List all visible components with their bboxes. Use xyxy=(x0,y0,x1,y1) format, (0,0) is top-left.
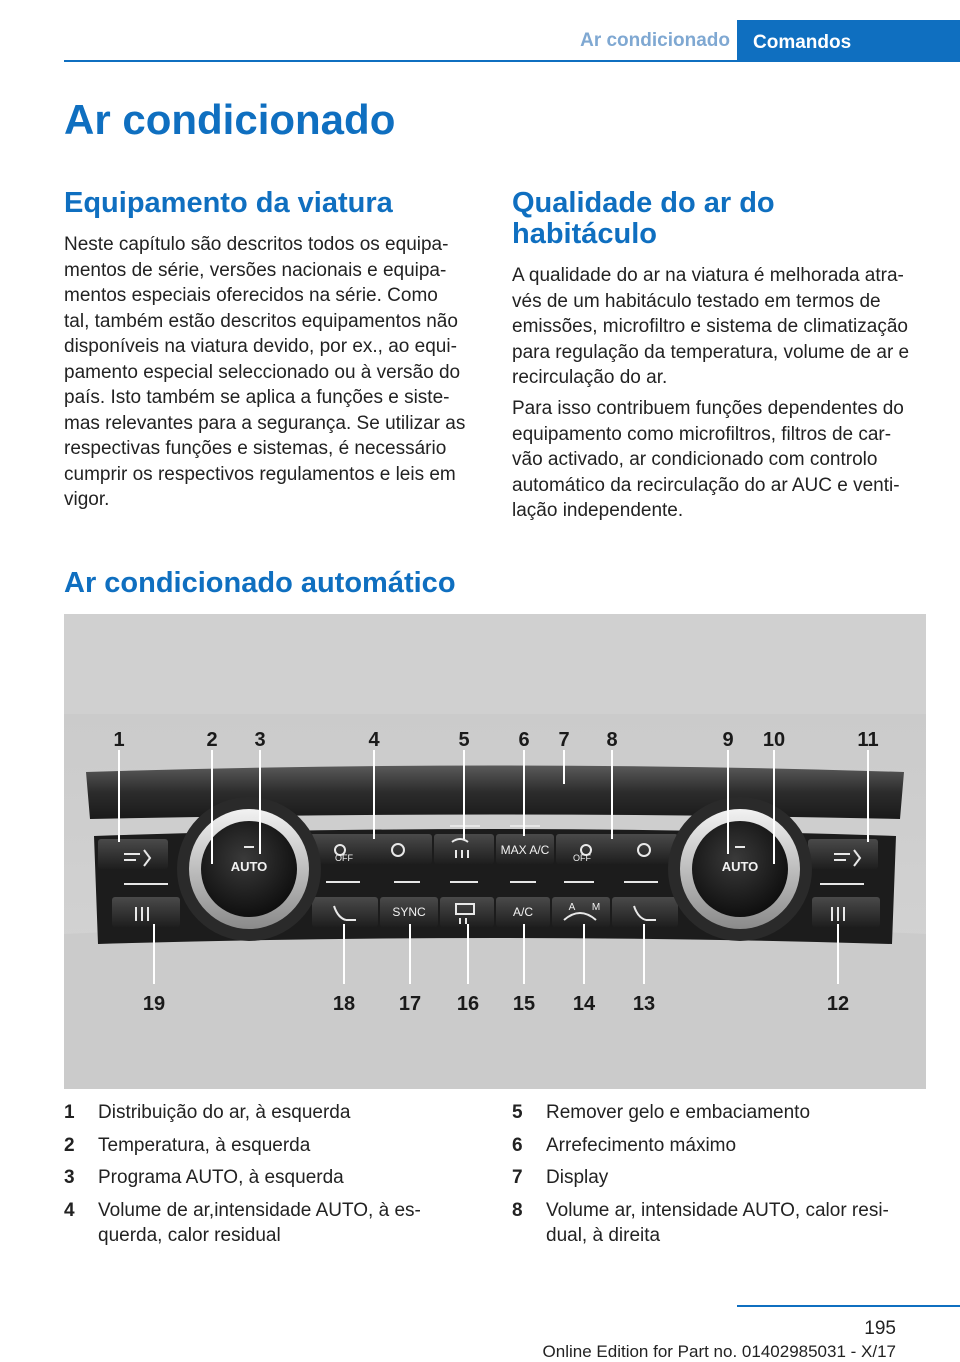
button-label: AUTO xyxy=(721,859,759,874)
footer-edition: Online Edition for Part no. 01402985031 - X/17 xyxy=(542,1342,896,1361)
heading-line: habitáculo xyxy=(512,218,658,250)
legend-text xyxy=(98,1133,310,1159)
header-rule xyxy=(64,60,960,62)
text-line: Programa AUTO, à esquerda xyxy=(98,1167,344,1188)
legend-item xyxy=(512,1100,932,1126)
legend-text xyxy=(546,1133,736,1159)
climate-panel-figure xyxy=(64,614,926,1089)
callout-16: 16 xyxy=(456,993,480,1015)
text-line: Distribuição do ar, à esquerda xyxy=(98,1102,351,1123)
callout-5: 5 xyxy=(458,729,470,751)
page-number: 195 xyxy=(864,1318,896,1339)
legend-number: 4 xyxy=(64,1199,75,1221)
button-label: A/C xyxy=(512,905,534,919)
text-line: Temperatura, à esquerda xyxy=(98,1134,311,1156)
legend-item xyxy=(64,1100,484,1126)
footer-rule xyxy=(737,1305,960,1307)
text-line: cumprir os respectivos regulamentos e leis em xyxy=(64,463,456,485)
button-label: M xyxy=(591,902,601,913)
text-line: Arrefecimento máximo xyxy=(546,1134,737,1156)
button-label: OFF xyxy=(573,853,591,863)
legend-text xyxy=(546,1165,608,1191)
text-line: mas relevantes para a segurança. Se utilizar as xyxy=(64,412,466,434)
text-line: automático da recirculação do ar AUC e venti‐ xyxy=(512,474,900,496)
legend-text xyxy=(98,1198,421,1249)
callout-10: 10 xyxy=(762,729,786,751)
text-line: querda, calor residual xyxy=(98,1225,281,1246)
callout-15: 15 xyxy=(512,993,536,1015)
page-title: Ar condicionado xyxy=(64,96,396,143)
text-line: país. Isto também se aplica a funções e siste‐ xyxy=(64,387,450,408)
callout-3: 3 xyxy=(254,729,266,751)
legend-text xyxy=(546,1100,810,1126)
legend-item xyxy=(64,1133,484,1159)
legend-number: 5 xyxy=(512,1102,523,1123)
paragraph-equipamento xyxy=(64,232,484,513)
text-line: emissões, microfiltro e sistema de climatização xyxy=(512,316,908,337)
callout-13: 13 xyxy=(632,993,656,1015)
legend-item xyxy=(64,1165,484,1191)
callout-6: 6 xyxy=(518,729,530,751)
legend-number: 2 xyxy=(64,1134,75,1156)
paragraph-qualidade-1 xyxy=(512,263,942,391)
text-line: A qualidade do ar na viatura é melhorada atra‐ xyxy=(512,265,904,286)
text-line: vigor. xyxy=(64,489,110,510)
legend-number: 3 xyxy=(64,1167,75,1188)
header-section-label: Ar condicionado xyxy=(580,30,730,51)
legend-item xyxy=(512,1198,932,1249)
text-line: vão activado, ar condicionado com controlo xyxy=(512,449,878,470)
button-label: OFF xyxy=(335,853,353,863)
legend-text xyxy=(98,1100,350,1126)
button-label: AUTO xyxy=(230,859,268,874)
button-label: SYNC xyxy=(392,905,426,919)
text-line: lação independente. xyxy=(512,500,684,521)
legend-left xyxy=(64,1100,484,1256)
legend-text xyxy=(546,1198,889,1249)
text-line: pamento especial seleccionado ou à versão do xyxy=(64,361,461,383)
heading-qualidade xyxy=(512,188,775,250)
text-line: Volume ar, intensidade AUTO, calor resi‐ xyxy=(546,1199,889,1221)
button-label: A xyxy=(568,902,576,913)
legend-right xyxy=(512,1100,932,1256)
callout-4: 4 xyxy=(368,729,380,751)
text-line: Neste capítulo são descritos todos os equipa‐ xyxy=(64,234,449,255)
text-line: vés de um habitáculo testado em termos de xyxy=(512,290,881,312)
callout-14: 14 xyxy=(572,993,596,1015)
text-line: mentos de série, versões nacionais e equipa‐ xyxy=(64,259,447,281)
paragraph-qualidade-2 xyxy=(512,396,942,524)
text-line: Display xyxy=(546,1167,609,1188)
text-line: tal, também estão descritos equipamentos não xyxy=(64,310,458,332)
heading-automatico: Ar condicionado automático xyxy=(64,567,456,599)
callout-18: 18 xyxy=(332,993,356,1015)
legend-item xyxy=(512,1133,932,1159)
text-line: respectivas funções e sistemas, é necessário xyxy=(64,438,447,459)
text-line: dual, à direita xyxy=(546,1225,661,1246)
legend-number: 6 xyxy=(512,1134,523,1156)
callout-11: 11 xyxy=(857,729,879,751)
text-line: Para isso contribuem funções dependentes do xyxy=(512,398,904,419)
text-line: disponíveis na viatura devido, por ex., ao equi‐ xyxy=(64,336,457,357)
legend-item xyxy=(64,1198,484,1249)
legend-number: 8 xyxy=(512,1199,523,1221)
legend-number: 7 xyxy=(512,1167,523,1188)
heading-line: Qualidade do ar do xyxy=(512,187,775,219)
legend-text xyxy=(98,1165,344,1191)
button-label: MAX A/C xyxy=(500,843,550,857)
callout-19: 19 xyxy=(142,993,166,1015)
header-tab: Comandos xyxy=(737,20,960,62)
text-line: equipamento como microfiltros, filtros de car‐ xyxy=(512,423,892,445)
text-line: mentos especiais oferecidos na série. Como xyxy=(64,285,438,306)
callout-1: 1 xyxy=(113,729,125,751)
callout-17: 17 xyxy=(398,993,422,1015)
callout-9: 9 xyxy=(722,729,734,751)
text-line: Volume de ar,intensidade AUTO, à es‐ xyxy=(98,1199,421,1221)
legend-item xyxy=(512,1165,932,1191)
callout-12: 12 xyxy=(826,993,850,1015)
legend-number: 1 xyxy=(64,1102,75,1123)
text-line: recirculação do ar. xyxy=(512,367,668,388)
callout-8: 8 xyxy=(606,729,618,751)
callout-2: 2 xyxy=(206,729,218,751)
callout-7: 7 xyxy=(558,729,570,751)
heading-equipamento: Equipamento da viatura xyxy=(64,187,393,219)
text-line: para regulação da temperatura, volume de ar e xyxy=(512,341,910,363)
text-line: Remover gelo e embaciamento xyxy=(546,1102,811,1123)
